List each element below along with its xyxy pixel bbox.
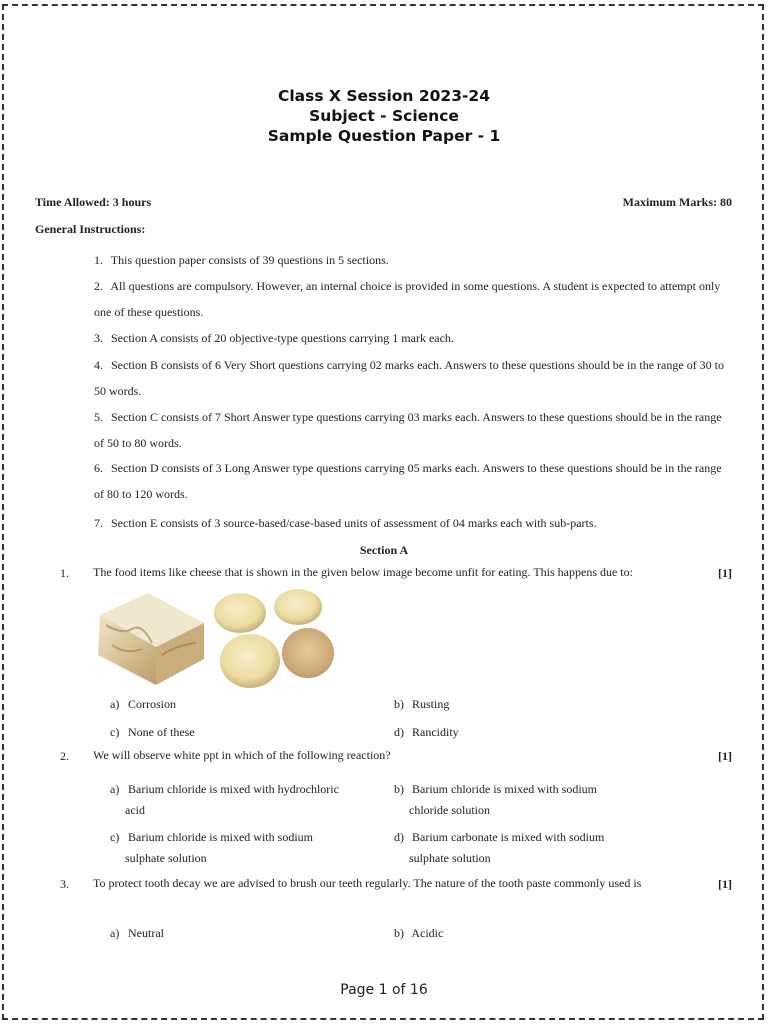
section-a-title: Section A — [359, 543, 409, 557]
question-1-option-c[interactable] — [110, 722, 380, 743]
cheese-image — [92, 585, 336, 689]
question-3-text: To protect tooth decay we are advised to brush our teeth regularly. The nature of the tooth paste commonly used is — [93, 876, 642, 890]
option-text-continued: sulphate solution — [409, 851, 491, 865]
question-3-option-a[interactable] — [110, 923, 380, 944]
question-1-option-a[interactable] — [110, 694, 380, 715]
paper-header — [0, 86, 768, 146]
option-label: b) — [394, 697, 404, 711]
option-text: Neutral — [128, 926, 164, 940]
question-2-option-a[interactable] — [110, 779, 380, 821]
cheese-image-graphic — [92, 585, 336, 689]
instruction-item — [94, 274, 734, 325]
general-instructions-title: General Instructions: — [35, 222, 146, 236]
question-2-number: 2. — [60, 749, 69, 763]
header-paper-title: Sample Question Paper - 1 — [267, 127, 501, 145]
question-3-marks: [1] — [718, 877, 732, 891]
time-allowed: Time Allowed: 3 hours — [35, 195, 152, 209]
question-3-number: 3. — [60, 877, 69, 891]
instruction-text: Section E consists of 3 source-based/case-based units of assessment of 04 marks each with sub-parts. — [111, 516, 597, 530]
instruction-number: 4. — [94, 358, 103, 372]
instruction-number: 7. — [94, 516, 103, 530]
instruction-text: This question paper consists of 39 questions in 5 sections. — [110, 253, 389, 267]
instruction-number: 5. — [94, 410, 103, 424]
header-class-session: Class X Session 2023-24 — [277, 87, 490, 105]
instruction-text: Section A consists of 20 objective-type questions carrying 1 mark each. — [111, 331, 454, 345]
instruction-text: Section C consists of 7 Short Answer type questions carrying 03 marks each. Answers to these questions should be in the range of 50 to 80 words. — [94, 410, 722, 450]
option-text: None of these — [128, 725, 195, 739]
option-label: d) — [394, 725, 404, 739]
option-label: c) — [110, 830, 120, 844]
instruction-number: 3. — [94, 331, 103, 345]
option-text-continued: sulphate solution — [125, 851, 207, 865]
instruction-item — [94, 326, 734, 352]
question-2-text: We will observe white ppt in which of the following reaction? — [93, 748, 391, 762]
instruction-text: Section D consists of 3 Long Answer type questions carrying 05 marks each. Answers to these questions should be in the range of 80 to 120 words. — [94, 461, 722, 501]
instruction-item — [94, 511, 734, 537]
option-text: Barium chloride is mixed with sodium — [412, 782, 597, 796]
option-text: Acidic — [411, 926, 444, 940]
option-text: Barium chloride is mixed with sodium — [128, 830, 313, 844]
question-1-number: 1. — [60, 566, 69, 580]
question-2-option-c[interactable] — [110, 827, 380, 869]
option-text: Rusting — [412, 697, 450, 711]
maximum-marks: Maximum Marks: 80 — [622, 195, 732, 209]
option-text-continued: acid — [125, 803, 145, 817]
option-label: a) — [110, 697, 120, 711]
option-text: Barium chloride is mixed with hydrochloric — [128, 782, 339, 796]
question-1-option-d[interactable] — [394, 722, 664, 743]
instruction-number: 2. — [94, 279, 103, 293]
instruction-item — [94, 456, 734, 507]
option-label: b) — [394, 926, 404, 940]
question-3-option-b[interactable] — [394, 923, 664, 944]
option-text: Rancidity — [412, 725, 459, 739]
option-label: a) — [110, 782, 120, 796]
option-label: b) — [394, 782, 404, 796]
instruction-text: Section B consists of 6 Very Short questions carrying 02 marks each. Answers to these questions should be in the range of 30 to 50 words. — [94, 358, 725, 398]
instruction-number: 1. — [94, 253, 103, 267]
instruction-number: 6. — [94, 461, 103, 475]
option-text-continued: chloride solution — [409, 803, 490, 817]
question-1-marks: [1] — [718, 566, 732, 580]
question-2-marks: [1] — [718, 749, 732, 763]
question-1-option-b[interactable] — [394, 694, 664, 715]
instruction-item — [94, 248, 734, 274]
question-1-text: The food items like cheese that is shown in the given below image become unfit for eating. This happens due to: — [93, 565, 633, 579]
option-text: Corrosion — [128, 697, 176, 711]
option-label: a) — [110, 926, 120, 940]
header-subject: Subject - Science — [309, 107, 459, 125]
instruction-item — [94, 353, 734, 404]
instruction-item — [94, 405, 734, 456]
question-2-option-d[interactable] — [394, 827, 664, 869]
option-text: Barium carbonate is mixed with sodium — [412, 830, 605, 844]
option-label: c) — [110, 725, 120, 739]
page-number: Page 1 of 16 — [340, 982, 428, 998]
question-2-option-b[interactable] — [394, 779, 664, 821]
instruction-text: All questions are compulsory. However, an internal choice is provided in some questions. A student is expected to attempt only one of these questions. — [94, 279, 721, 319]
option-label: d) — [394, 830, 404, 844]
